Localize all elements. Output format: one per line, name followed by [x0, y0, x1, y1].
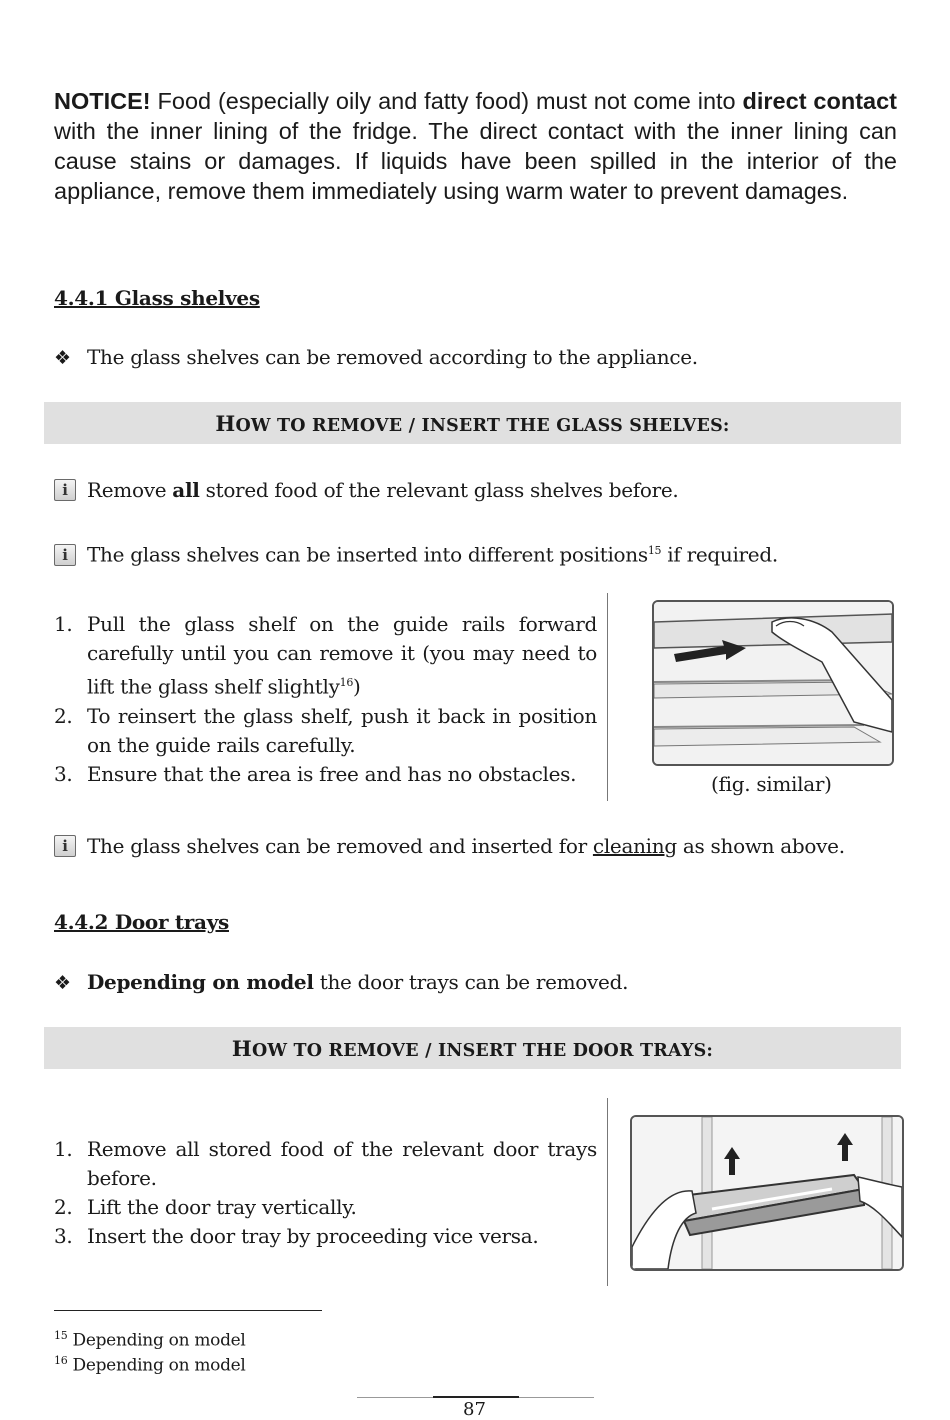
column-divider — [607, 593, 608, 801]
info-text-bold: all — [172, 478, 200, 502]
info-icon: i — [54, 835, 76, 857]
step-text: Lift the door tray vertically. — [87, 1195, 357, 1219]
bullet-glass-shelves — [54, 343, 698, 373]
list-item — [54, 760, 597, 789]
door-tray-steps — [54, 1135, 597, 1251]
notice-text-1: Food (especially oily and fatty food) must not come into — [150, 88, 743, 114]
footnote — [54, 1348, 246, 1379]
info-text-pre: The glass shelves can be inserted into different positions — [87, 542, 648, 567]
page-number-rule-accent — [433, 1396, 519, 1398]
figure-caption: (fig. similar) — [711, 772, 832, 796]
notice-text-2: with the inner lining of the fridge. The direct contact with the inner lining can cause stains or damages. If liquids have been spilled in the interior of the appliance, remove them immediately using warm water to prevent damages. — [54, 118, 897, 204]
footnote-number: 16 — [54, 1354, 68, 1367]
bullet-door-trays — [54, 968, 628, 998]
glass-shelf-steps — [54, 610, 597, 789]
info-text-pre: Remove — [87, 478, 173, 502]
step-number: 1. — [54, 1137, 73, 1161]
notice-label: NOTICE! — [54, 88, 151, 114]
step-tail: ) — [353, 674, 361, 699]
figure-glass-shelf — [652, 600, 894, 766]
notice-paragraph — [54, 86, 897, 206]
footnote-text: Depending on model — [67, 1330, 246, 1351]
bar-text: HOW TO REMOVE / INSERT THE GLASS SHELVES: — [215, 410, 730, 436]
info-cleaning — [54, 832, 845, 861]
step-number: 3. — [54, 761, 73, 786]
info-positions — [54, 536, 778, 570]
bullet-text: the door trays can be removed. — [313, 970, 629, 994]
step-number: 1. — [54, 612, 73, 636]
page-number: 87 — [463, 1399, 486, 1420]
how-to-bar-door-trays — [44, 1027, 901, 1069]
info-icon: i — [54, 544, 76, 566]
how-to-bar-glass-shelves — [44, 402, 901, 444]
step-text: To reinsert the glass shelf, push it back in position on the guide rails carefully. — [87, 703, 597, 757]
section-heading-glass-shelves: 4.4.1 Glass shelves — [54, 286, 260, 310]
column-divider — [607, 1098, 608, 1286]
bullet-text: The glass shelves can be removed according to the appliance. — [87, 345, 698, 369]
step-text: Ensure that the area is free and has no obstacles. — [87, 761, 577, 786]
footnote-text: Depending on model — [67, 1355, 246, 1376]
figure-door-tray — [630, 1115, 904, 1271]
list-item — [54, 702, 597, 760]
step-number: 2. — [54, 1195, 73, 1219]
diamond-bullet-icon: ❖ — [54, 347, 71, 369]
footnote-separator — [54, 1310, 322, 1311]
step-number: 3. — [54, 1224, 73, 1248]
list-item — [54, 610, 597, 702]
step-text: Remove all stored food of the relevant door trays before. — [87, 1137, 597, 1190]
step-number: 2. — [54, 703, 73, 728]
step-text: Insert the door tray by proceeding vice versa. — [87, 1224, 539, 1248]
footnote-ref: 15 — [647, 544, 662, 557]
bar-text: HOW TO REMOVE / INSERT THE DOOR TRAYS: — [231, 1035, 714, 1061]
info-text-post: as shown above. — [676, 834, 845, 858]
footnote-ref: 16 — [339, 676, 354, 689]
info-text-post: stored food of the relevant glass shelves before. — [199, 478, 679, 502]
glass-shelf-illustration — [654, 602, 892, 764]
info-text-pre: The glass shelves can be removed and inserted for — [87, 834, 593, 858]
cleaning-link[interactable]: cleaning — [592, 834, 677, 858]
door-tray-illustration — [632, 1117, 902, 1269]
step-text: Pull the glass shelf on the guide rails forward carefully until you can remove it (you may need to lift the glass shelf slightly — [87, 612, 597, 699]
section-heading-door-trays: 4.4.2 Door trays — [54, 910, 229, 934]
info-icon: i — [54, 479, 76, 501]
notice-bold: direct contact — [742, 88, 897, 114]
diamond-bullet-icon: ❖ — [54, 972, 71, 994]
list-item — [54, 1135, 597, 1193]
info-text-post: if required. — [661, 542, 778, 567]
footnote-number: 15 — [54, 1329, 68, 1342]
list-item — [54, 1193, 597, 1222]
bullet-bold: Depending on model — [87, 970, 314, 994]
list-item — [54, 1222, 597, 1251]
info-remove-food — [54, 476, 678, 505]
